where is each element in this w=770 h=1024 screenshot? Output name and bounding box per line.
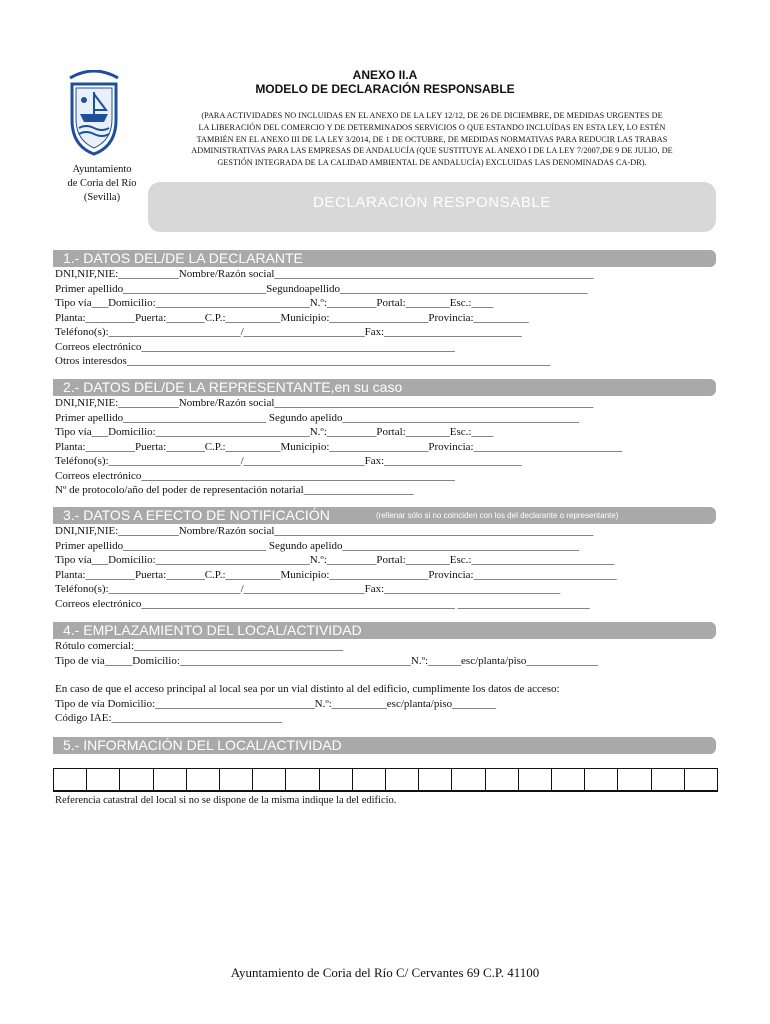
notification-id-line[interactable]: DNI,NIF,NIE:___________Nombre/Razón social__________________________________________________________ xyxy=(55,525,594,537)
cadastral-char-box[interactable] xyxy=(320,769,353,790)
notification-location-line[interactable]: Planta:_________Puerta:_______C.P.:__________Municipio:__________________Provincia:__________________________ xyxy=(55,568,617,581)
cadastral-char-box[interactable] xyxy=(154,769,187,790)
council-line-3: (Sevilla) xyxy=(83,192,121,203)
representative-email-line[interactable]: Correos electrónico_________________________________________________________ xyxy=(55,469,455,482)
declarant-others-line[interactable]: Otros interesdos_____________________________________________________________________________ xyxy=(55,355,551,367)
section-5-header xyxy=(53,737,716,754)
cadastral-char-box[interactable] xyxy=(253,769,286,790)
declarant-email-line[interactable]: Correos electrónico_________________________________________________________ xyxy=(55,340,455,353)
section-2-header xyxy=(53,379,716,396)
declaration-banner xyxy=(148,182,716,232)
premises-address-line[interactable]: Tipo de vía_____Domicilio:__________________________________________N.º:______esc/planta/piso_____________ xyxy=(55,654,598,667)
cadastral-char-box[interactable] xyxy=(685,769,717,790)
cadastral-char-box[interactable] xyxy=(652,769,685,790)
cadastral-char-box[interactable] xyxy=(220,769,253,790)
cadastral-char-box[interactable] xyxy=(519,769,552,790)
declarant-address-line[interactable]: Tipo vía___Domicilio:____________________________N.º:_________Portal:________Esc.:____ xyxy=(55,297,494,309)
council-line-2: de Coria del Río xyxy=(67,178,137,189)
cadastral-char-box[interactable] xyxy=(419,769,452,790)
access-address-line[interactable]: Tipo de vía Domicilio:_____________________________N.º:__________esc/planta/piso________ xyxy=(55,697,497,710)
section-1-header xyxy=(53,250,716,267)
reference-divider xyxy=(53,791,718,792)
cadastral-char-box[interactable] xyxy=(187,769,220,790)
iae-code-line[interactable]: Código IAE:_______________________________ xyxy=(55,712,283,724)
cadastral-char-box[interactable] xyxy=(452,769,485,790)
cadastral-reference-boxes xyxy=(53,768,718,791)
cadastral-char-box[interactable] xyxy=(486,769,519,790)
declarant-surname-line[interactable]: Primer apellido__________________________Segundoapellido_____________________________________________ xyxy=(55,282,588,295)
representative-protocol-line[interactable]: Nº de protocolo/año del poder de representación notarial____________________ xyxy=(55,484,414,496)
intro-line: GESTIÓN INTEGRADA DE LA CALIDAD AMBIENTAL DE ANDALUCÍA) EXCLUIDAS LAS DENOMINADAS CA-DR). xyxy=(217,158,647,168)
section-2-title: 2.- DATOS DEL/DE LA REPRESENTANTE,en su caso xyxy=(63,379,403,395)
notification-email-line[interactable]: Correos electrónico_________________________________________________________ ________________________ xyxy=(55,597,590,610)
notification-phone-line[interactable]: Teléfono(s):________________________/______________________Fax:________________________________ xyxy=(55,583,561,595)
cadastral-char-box[interactable] xyxy=(120,769,153,790)
section-5-title: 5.- INFORMACIÓN DEL LOCAL/ACTIVIDAD xyxy=(63,737,342,753)
declarant-phone-line[interactable]: Teléfono(s):________________________/______________________Fax:_________________________ xyxy=(55,326,522,338)
cadastral-char-box[interactable] xyxy=(552,769,585,790)
section-4-header xyxy=(53,622,716,639)
cadastral-char-box[interactable] xyxy=(585,769,618,790)
intro-text xyxy=(132,110,732,169)
cadastral-char-box[interactable] xyxy=(353,769,386,790)
annex-title: ANEXO II.A xyxy=(352,68,418,82)
footer-address: Ayuntamiento de Coria del Río C/ Cervantes 69 C.P. 41100 xyxy=(230,965,540,980)
representative-phone-line[interactable]: Teléfono(s):________________________/______________________Fax:_________________________ xyxy=(55,455,522,467)
section-3-header xyxy=(53,507,716,524)
council-name xyxy=(52,163,152,205)
representative-id-line[interactable]: DNI,NIF,NIE:___________Nombre/Razón social__________________________________________________________ xyxy=(55,397,594,409)
access-instructions: En caso de que el acceso principal al local sea por un vial distinto al del edificio, cumplimente los datos de acceso: xyxy=(55,683,560,695)
declarant-location-line[interactable]: Planta:_________Puerta:_______C.P.:__________Municipio:__________________Provincia:__________ xyxy=(55,311,529,324)
representative-surname-line[interactable]: Primer apellido__________________________ Segundo apelido___________________________________________ xyxy=(55,411,579,424)
intro-line: LA LIBERACIÓN DEL COMERCIO Y DE DETERMINADOS SERVICIOS O QUE ESTANDO INCLUÍDAS EN ESTA LEY, LO ESTÉN xyxy=(198,122,666,132)
section-3-note: (rellenar sólo si no coinciden con los del declarante o representante) xyxy=(376,511,619,520)
section-4-title: 4.- EMPLAZAMIENTO DEL LOCAL/ACTIVIDAD xyxy=(63,622,362,638)
cadastral-char-box[interactable] xyxy=(286,769,319,790)
representative-location-line[interactable]: Planta:_________Puerta:_______C.P.:__________Municipio:__________________Provincia:___________________________ xyxy=(55,440,623,453)
commercial-sign-line[interactable]: Rótulo comercial:______________________________________ xyxy=(55,640,344,652)
cadastral-char-box[interactable] xyxy=(54,769,87,790)
cadastral-char-box[interactable] xyxy=(87,769,120,790)
notification-surname-line[interactable]: Primer apellido__________________________ Segundo apelido___________________________________________ xyxy=(55,539,579,552)
section-3-title: 3.- DATOS A EFECTO DE NOTIFICACIÓN xyxy=(63,507,330,523)
declarant-id-line[interactable]: DNI,NIF,NIE:___________Nombre/Razón social__________________________________________________________ xyxy=(55,268,594,280)
cadastral-reference-note: Referencia catastral del local si no se dispone de la misma indique la del edificio. xyxy=(55,795,397,806)
cadastral-char-box[interactable] xyxy=(386,769,419,790)
council-line-1: Ayuntamiento xyxy=(72,164,132,175)
banner-title: DECLARACIÓN RESPONSABLE xyxy=(312,194,552,211)
section-1-title: 1.- DATOS DEL/DE LA DECLARANTE xyxy=(63,250,303,266)
model-title: MODELO DE DECLARACIÓN RESPONSABLE xyxy=(255,82,515,96)
intro-line: (PARA ACTIVIDADES NO INCLUIDAS EN EL ANEXO DE LA LEY 12/12, DE 26 DE DICIEMBRE, DE MEDIDAS URGENTES DE xyxy=(201,111,663,120)
intro-line: ADMINISTRATIVAS PARA LAS EMPRESAS DE ANDALUCÍA (QUE SUSTITUYE AL ANEXO I DE LA LEY 7/2007,DE 9 DE JULIO, DE xyxy=(191,146,673,156)
representative-address-line[interactable]: Tipo vía___Domicilio:____________________________N.º:_________Portal:________Esc.:____ xyxy=(55,426,494,438)
intro-line: TAMBIÉN EN EL ANEXO III DE LA LEY 3/2014, DE 1 DE OCTUBRE, DE MEDIDAS NORMATIVAS PARA REDUCIR LAS TRABAS xyxy=(196,134,668,144)
cadastral-char-box[interactable] xyxy=(618,769,651,790)
notification-address-line[interactable]: Tipo vía___Domicilio:____________________________N.º:_________Portal:________Esc.:__________________________ xyxy=(55,554,615,566)
